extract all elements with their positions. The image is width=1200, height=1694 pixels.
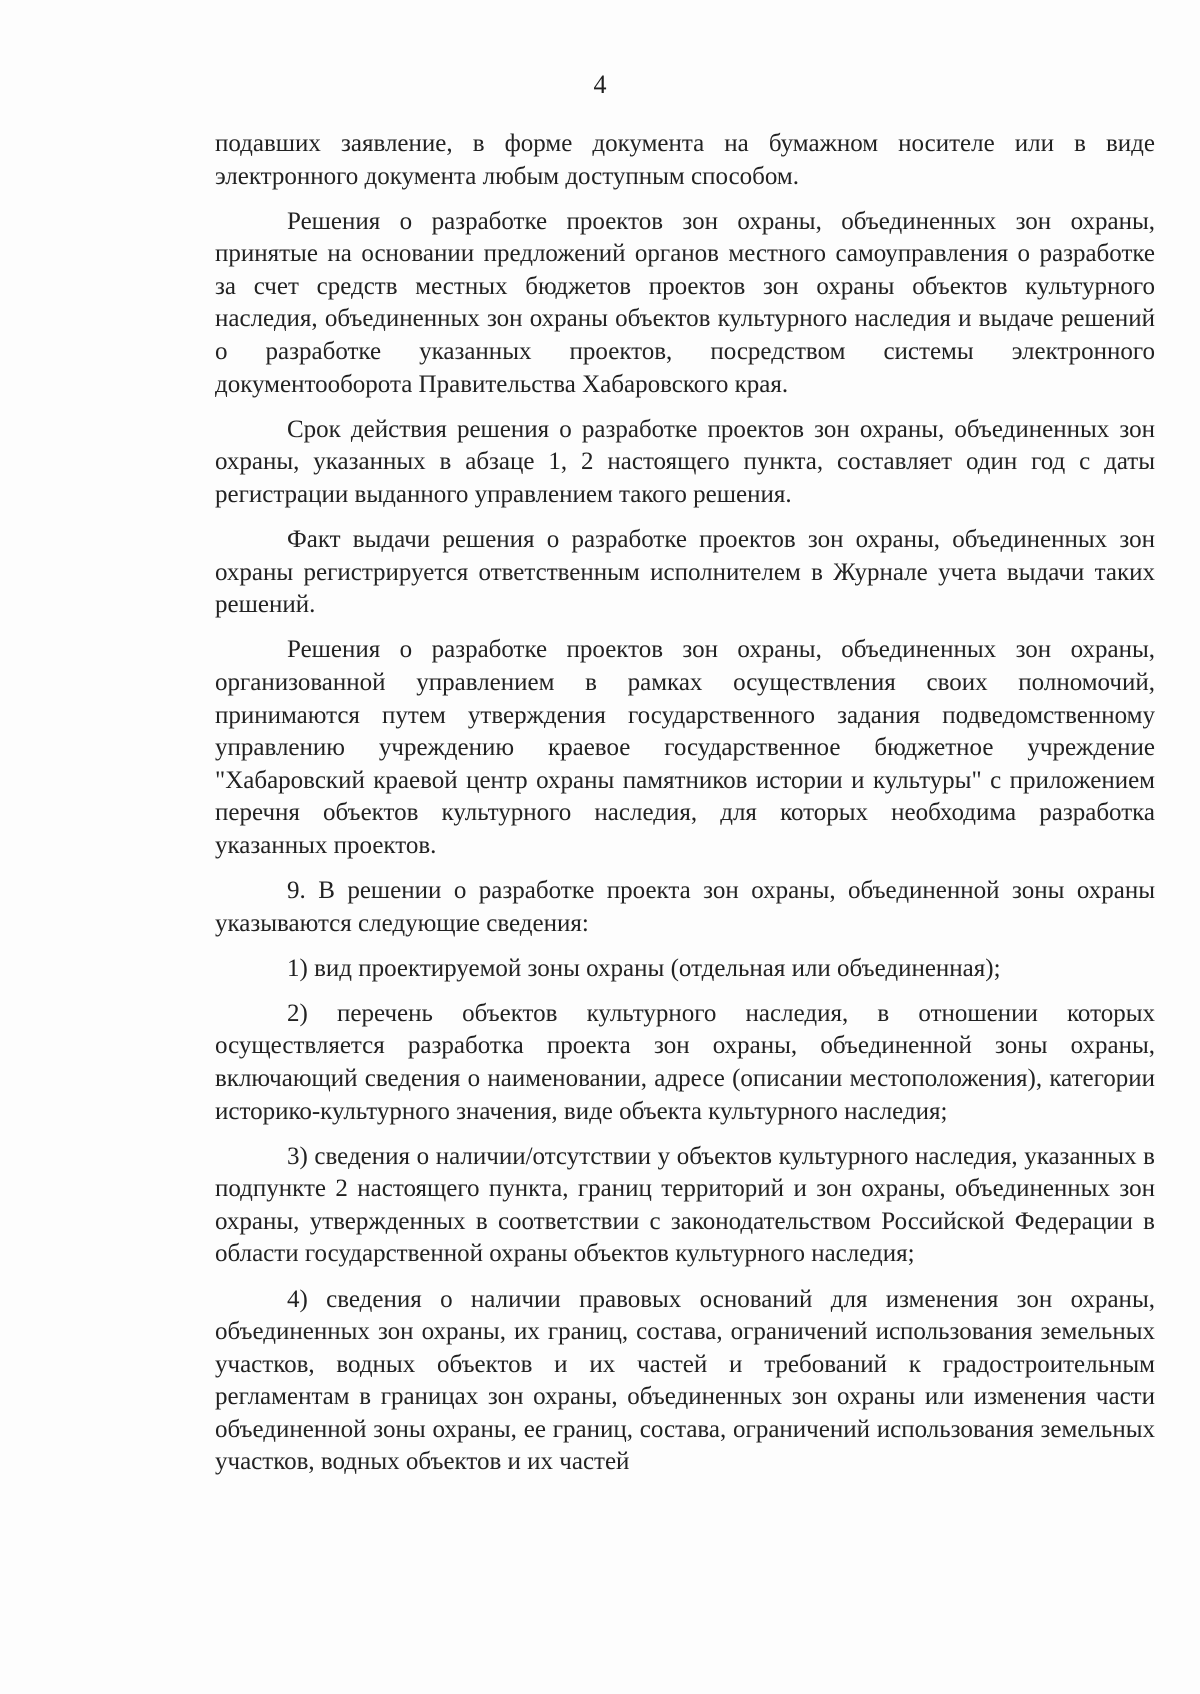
list-item: 2) перечень объектов культурного наследия, в отношении которых осуществляется разработка проекта зон охраны, объединенной зоны охраны, включающий сведения о наименовании, адресе (описании местоположения), категории историко-культурного значения, виде объекта культурного наследия;: [215, 999, 1155, 1125]
list-item: 3) сведения о наличии/отсутствии у объектов культурного наследия, указанных в подпункте 2 настоящего пункта, границ территорий и зон охраны, объединенных зон охраны, утвержденных в соответствии с законодательством Российской Федерации в области государственной охраны объектов культурного наследия;: [215, 1142, 1155, 1268]
document-body: [215, 128, 1155, 1492]
list-paragraph: 9. В решении о разработке проекта зон охраны, объединенной зоны охраны указываются следующие сведения:: [215, 876, 1155, 937]
page-number: 4: [593, 70, 607, 99]
paragraph: подавших заявление, в форме документа на бумажном носителе или в виде электронного документа любым доступным способом.: [215, 130, 1155, 190]
paragraph: Решения о разработке проектов зон охраны, объединенных зон охраны, принятые на основании предложений органов местного самоуправления о разработке за счет средств местных бюджетов проектов зон охраны объектов культурного наследия, объединенных зон охраны объектов культурного наследия и выдаче решений о разработке указанных проектов, посредством системы электронного документооборота Правительства Хабаровского края.: [215, 207, 1155, 398]
paragraph: Факт выдачи решения о разработке проектов зон охраны, объединенных зон охраны регистрируется ответственным исполнителем в Журнале учета выдачи таких решений.: [215, 526, 1155, 619]
list-item: 4) сведения о наличии правовых оснований для изменения зон охраны, объединенных зон охраны, их границ, состава, ограничений использования земельных участков, водных объектов и их частей и требований к градостроительным регламентам в границах зон охраны, объединенных зон охраны или изменения части объединенной зоны охраны, ее границ, состава, ограничений использования земельных участков, водных объектов и их частей: [215, 1285, 1155, 1476]
paragraph: Срок действия решения о разработке проектов зон охраны, объединенных зон охраны, указанных в абзаце 1, 2 настоящего пункта, составляет один год с даты регистрации выданного управлением такого решения.: [215, 415, 1155, 508]
list-item: 1) вид проектируемой зоны охраны (отдельная или объединенная);: [287, 954, 1001, 982]
paragraph: Решения о разработке проектов зон охраны, объединенных зон охраны, организованной управлением в рамках осуществления своих полномочий, принимаются путем утверждения государственного задания подведомственному управлению учреждению краевое государственное бюджетное учреждение "Хабаровский краевой центр охраны памятников истории и культуры" с приложением перечня объектов культурного наследия, для которых необходима разработка указанных проектов.: [215, 636, 1155, 859]
